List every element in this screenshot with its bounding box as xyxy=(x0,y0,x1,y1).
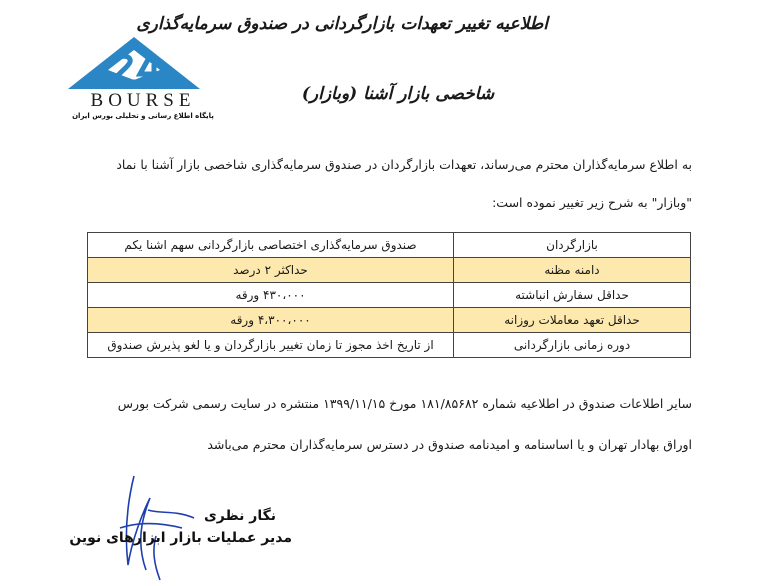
table-row xyxy=(88,258,691,283)
fund-title: شاخصی بازار آشنا (وبازار) xyxy=(301,84,495,104)
table-row xyxy=(88,233,691,258)
row-value: ۴،۳۰۰،۰۰۰ ورقه xyxy=(88,308,454,333)
footer-line-2: اوراق بهادار تهران و یا اساسنامه و امیدنامه صندوق در دسترس سرمایه‌گذاران محترم می‌باشد xyxy=(207,437,692,452)
logo-wordmark: BOURSE xyxy=(90,90,196,111)
footer-line-1: سایر اطلاعات صندوق در اطلاعیه شماره ۱۸۱/۸۵۶۸۲ مورخ ۱۳۹۹/۱۱/۱۵ منتشره در سایت رسمی شرکت بورس xyxy=(117,396,692,411)
logo-subtitle: پایگاه اطلاع رسانی و تحلیلی بورس ایران xyxy=(72,112,214,120)
bourse-logo-icon xyxy=(60,34,218,94)
row-label: حداقل تعهد معاملات روزانه xyxy=(454,308,691,333)
announcement-title: اطلاعیه تغییر تعهدات بازارگردانی در صندوق سرمایه‌گذاری xyxy=(136,14,548,34)
row-value: از تاریخ اخذ مجوز تا زمان تغییر بازارگردان و یا لغو پذیرش صندوق xyxy=(88,333,454,358)
signatory-name: نگار نظری xyxy=(203,508,276,524)
row-value: حداکثر ۲ درصد xyxy=(88,258,454,283)
row-label: حداقل سفارش انباشته xyxy=(454,283,691,308)
signature-scribble-icon xyxy=(98,470,218,585)
table-row xyxy=(88,333,691,358)
table-row xyxy=(88,308,691,333)
signatory-role: مدیر عملیات بازار ابزارهای نوین xyxy=(69,530,292,546)
bourse-logo xyxy=(60,34,218,126)
row-label: دامنه مظنه xyxy=(454,258,691,283)
row-label: بازارگردان xyxy=(454,233,691,258)
row-label: دوره زمانی بازارگردانی xyxy=(454,333,691,358)
table-row xyxy=(88,283,691,308)
market-maker-table xyxy=(87,232,691,358)
row-value: صندوق سرمایه‌گذاری اختصاصی بازارگردانی سهم اشنا یکم xyxy=(88,233,454,258)
intro-line-2: "وبازار" به شرح زیر تغییر نموده است: xyxy=(492,195,692,210)
row-value: ۴۳۰،۰۰۰ ورقه xyxy=(88,283,454,308)
intro-line-1: به اطلاع سرمایه‌گذاران محترم می‌رساند، تعهدات بازارگردان در صندوق سرمایه‌گذاری شاخصی بازار آشنا با نماد xyxy=(116,157,692,172)
